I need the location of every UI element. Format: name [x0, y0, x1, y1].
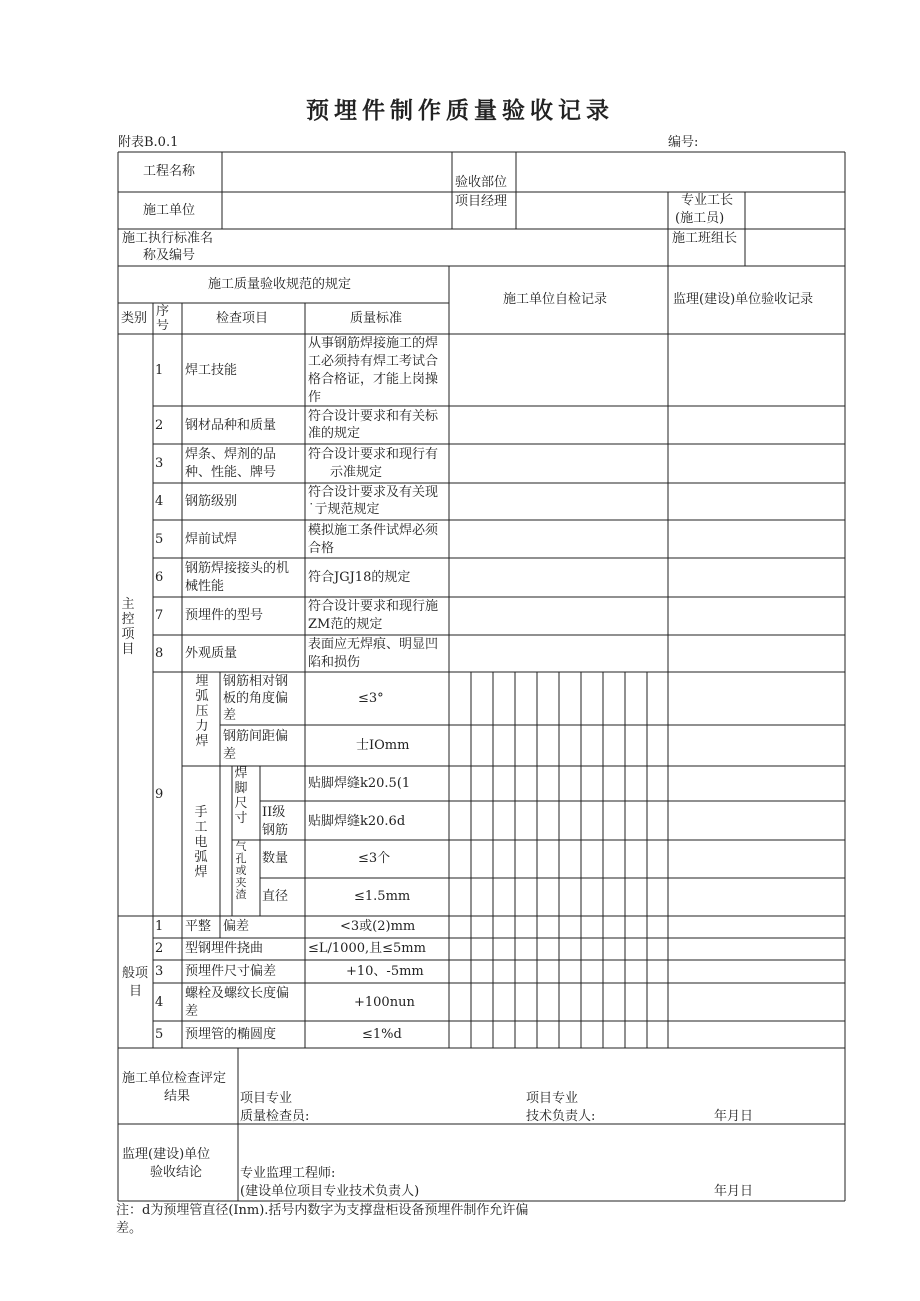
item-name: 预埋件的型号 [185, 608, 264, 623]
serial-number-label: 编号: [668, 135, 699, 150]
item-name: 钢筋相对钢 [223, 674, 289, 689]
item-name: 直径 [262, 889, 289, 904]
item-name: 差 [223, 747, 237, 762]
item-standard: <3或(2)mm [340, 919, 416, 934]
item-name: 预埋件尺寸偏差 [185, 964, 277, 979]
project-manager-label: 项目经理 [455, 194, 508, 209]
item-standard: 准的规定 [308, 426, 361, 441]
item-standard: 表面应无焊痕、明显凹 [308, 637, 439, 652]
item-standard: 示准规定 [330, 465, 383, 480]
item-standard: 士IOmm [356, 738, 410, 753]
item-standard: ≤3个 [358, 851, 391, 866]
unit-evaluation-label-2: 结果 [164, 1089, 191, 1104]
item-name: 钢筋级别 [185, 494, 238, 509]
item-standard: 从事钢筋焊接施工的焊 [308, 336, 439, 351]
item-standard: ≤L/1000,且≤5mm [308, 941, 426, 956]
form-number: 附表B.0.1 [118, 135, 179, 150]
page-title: 预埋件制作质量验收记录 [306, 97, 614, 124]
manual-arc-label: 手工电弧焊 [194, 805, 208, 880]
supervisor-engineer-label: 专业监理工程师: [240, 1166, 336, 1181]
item-name: 钢筋 [262, 823, 289, 838]
qc-inspector-label-2: 质量检查员: [240, 1109, 310, 1124]
general-label: 般项 [122, 966, 149, 981]
standard-header: 质量标准 [350, 311, 403, 326]
item-standard: 符合设计要求和现行施 [308, 599, 439, 614]
item-standard: ≤1%d [362, 1027, 402, 1042]
main-control-label: 主控项目 [121, 597, 135, 657]
item-sub-name: 偏差 [223, 919, 250, 934]
item-number: 1 [155, 363, 164, 378]
item-standard: 符合设计要求及有关现 [308, 485, 439, 500]
item-number: 9 [155, 787, 164, 802]
general-label-2: 目 [129, 984, 143, 999]
spec-header: 施工质量验收规范的规定 [208, 277, 352, 292]
item-name: 外观质量 [185, 646, 238, 661]
owner-tech-lead-label: (建设单位项目专业技术负责人) [240, 1184, 420, 1199]
supervisor-evaluation-label-2: 验收结论 [150, 1165, 203, 1180]
team-leader-label: 施工班组长 [672, 231, 738, 246]
item-standard: ≤3° [358, 691, 384, 706]
date-field: 年月日 [714, 1109, 754, 1124]
unit-evaluation-label: 施工单位检查评定 [122, 1071, 227, 1086]
item-number: 7 [155, 608, 164, 623]
item-standard: 模拟施工条件试焊必须 [308, 523, 439, 538]
note-text: 注：d为预埋管直径(Inm).括号内数字为支撑盘柜设备预埋件制作允许偏 [116, 1203, 529, 1218]
item-number: 1 [155, 919, 164, 934]
item-standard: 贴脚焊缝k20.6d [308, 814, 406, 829]
seq-header: 序 [156, 304, 170, 319]
item-name: 焊条、焊剂的品 [185, 447, 277, 462]
foreman-label: 专业工长 [681, 193, 734, 208]
item-standard: ≤1.5mm [354, 889, 411, 904]
item-name: 板的角度偏 [223, 691, 289, 706]
item-name: 焊前试焊 [185, 532, 238, 547]
item-number: 3 [155, 456, 164, 471]
item-standard: ˙亍规范规定 [308, 502, 380, 517]
self-check-header: 施工单位自检记录 [503, 292, 608, 307]
item-number: 4 [155, 494, 164, 509]
item-number: 2 [155, 941, 164, 956]
item-number: 6 [155, 570, 164, 585]
item-name: 械性能 [185, 579, 225, 594]
standard-label: 施工执行标准名 [122, 231, 214, 246]
item-number: 3 [155, 964, 164, 979]
item-number: 4 [155, 995, 164, 1010]
tech-lead-label: 项目专业 [526, 1091, 579, 1106]
item-name: 钢材品种和质量 [185, 418, 277, 433]
item-standard: 工必须持有焊工考试合 [308, 354, 439, 369]
project-name-label: 工程名称 [143, 164, 196, 179]
weld-leg-label: 焊脚尺寸 [234, 766, 248, 826]
category-header: 类别 [121, 311, 148, 326]
item-name: 预埋管的椭圆度 [185, 1027, 277, 1042]
qc-inspector-label: 项目专业 [240, 1091, 293, 1106]
item-name: 平整 [185, 919, 212, 934]
item-name: 型钢埋件挠曲 [185, 941, 264, 956]
item-standard: 符合JGJ18的规定 [308, 570, 411, 585]
item-name: 焊工技能 [185, 363, 238, 378]
item-name: 差 [223, 708, 237, 723]
supervisor-check-header: 监理(建设)单位验收记录 [673, 292, 814, 307]
note-text-2: 差。 [116, 1221, 143, 1236]
item-number: 5 [155, 1027, 164, 1042]
date-field: 年月日 [714, 1184, 754, 1199]
item-standard: 贴脚焊缝k20.5(1 [308, 776, 411, 791]
item-name: II级 [262, 805, 286, 820]
standard-label-2: 称及编号 [143, 248, 196, 263]
item-standard: +10、-5mm [346, 964, 424, 979]
item-standard: 符合设计要求和有关标 [308, 409, 439, 424]
item-header: 检查项目 [216, 311, 269, 326]
item-standard: +100nun [354, 995, 415, 1010]
item-standard: 作 [308, 390, 322, 405]
arc-welding-label: 埋弧压力焊 [195, 674, 209, 749]
tech-lead-label-2: 技术负责人: [526, 1109, 596, 1124]
item-number: 8 [155, 646, 164, 661]
acceptance-part-label: 验收部位 [455, 175, 508, 190]
foreman-sub-label: (施工员) [675, 211, 725, 226]
item-standard: 符合设计要求和现行有 [308, 447, 439, 462]
item-number: 2 [155, 418, 164, 433]
item-standard: 合格 [308, 541, 335, 556]
item-name: 钢筋间距偏 [223, 729, 289, 744]
supervisor-evaluation-label: 监理(建设)单位 [122, 1147, 211, 1162]
item-name: 数量 [262, 851, 289, 866]
item-name: 螺栓及螺纹长度偏 [185, 986, 290, 1001]
item-name: 钢筋焊接接头的机 [185, 561, 290, 576]
item-number: 5 [155, 532, 164, 547]
item-standard: 格合格证，才能上岗操 [308, 372, 439, 387]
item-name: 差 [185, 1004, 199, 1019]
item-standard: 陷和损伤 [308, 655, 361, 670]
item-name: 种、性能、牌号 [185, 465, 277, 480]
item-standard: ZM范的规定 [308, 617, 383, 632]
pore-slag-label: 气孔或夹渣 [235, 840, 247, 901]
construction-unit-label: 施工单位 [143, 203, 196, 218]
seq-header-2: 号 [156, 319, 170, 333]
